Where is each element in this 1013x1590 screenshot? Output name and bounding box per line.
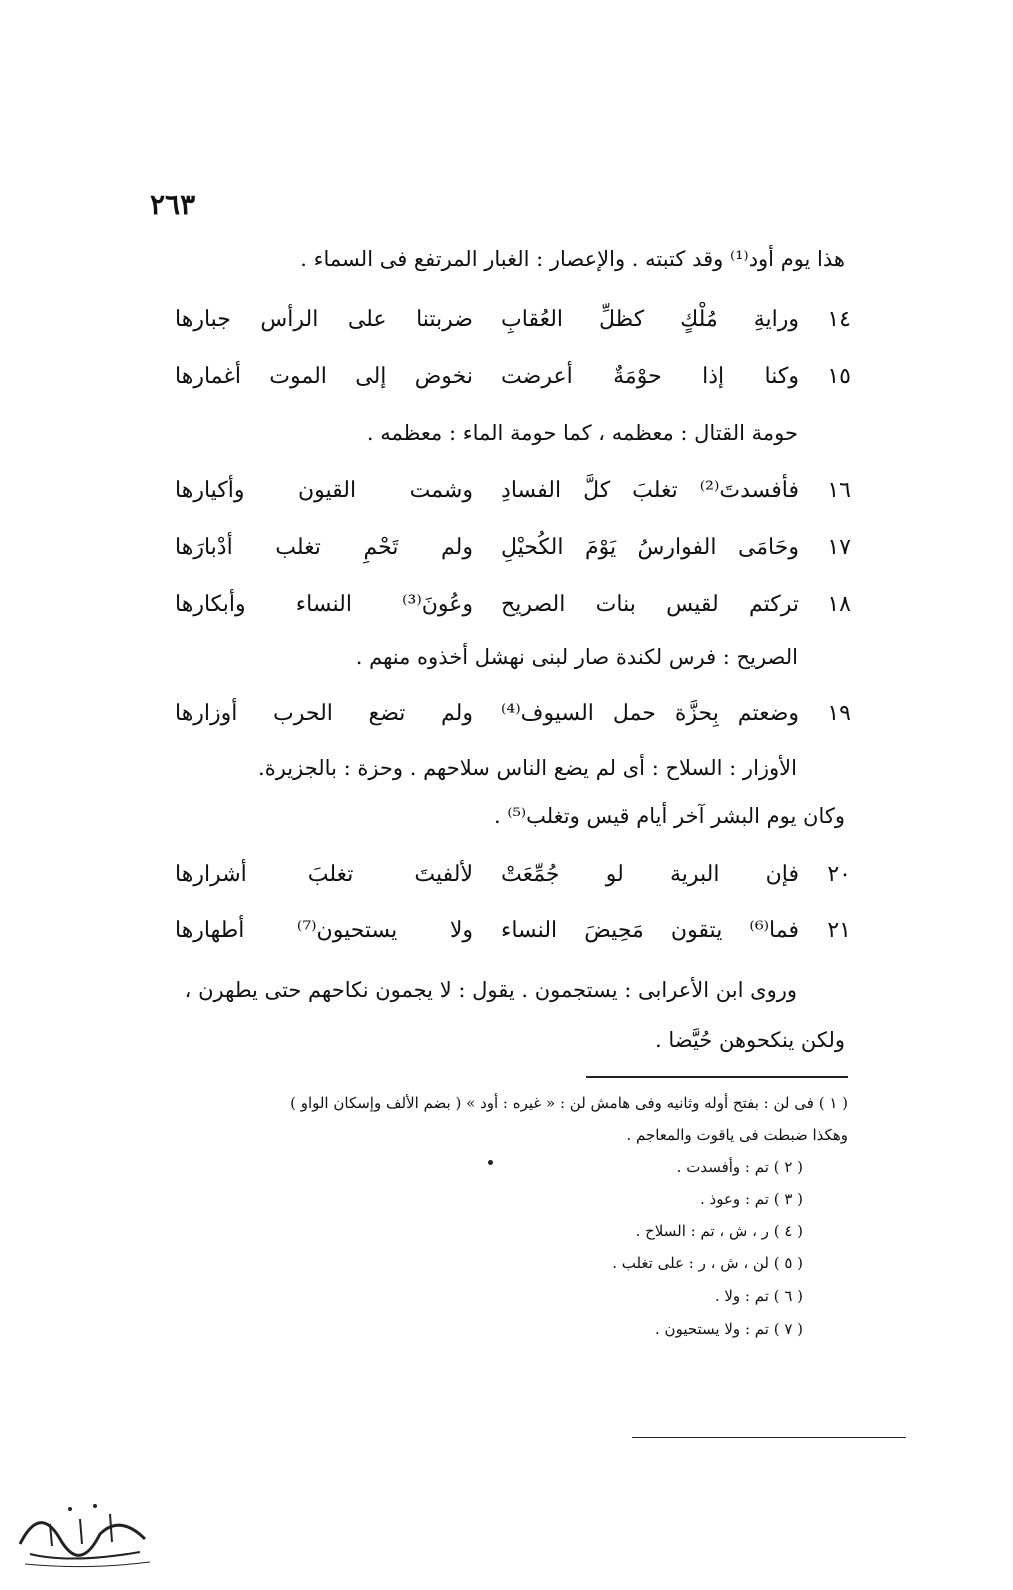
verse-word: ولم <box>441 700 473 726</box>
verse-word: جُمِّعَتْ <box>501 861 560 887</box>
verse-word: القيون <box>298 477 357 503</box>
verse-word: النساء <box>295 591 352 617</box>
verse-word: لألفيتَ <box>414 861 473 887</box>
verse-word: كلَّ <box>583 477 611 503</box>
hemistich-second <box>161 307 487 332</box>
footnote-line: ( ٥ ) لن ، ش ، ر : على تغلب . <box>612 1254 803 1272</box>
verse-20 <box>161 857 851 891</box>
verse-word: فما⁽⁶⁾ <box>749 917 799 943</box>
awzar-gloss: الأوزار : السلاح : أى لم يضع الناس سلاحهم . وحزة : بالجزيرة. <box>258 756 797 780</box>
hemistich-first <box>487 918 813 943</box>
footnote-line: ( ٢ ) تم : وأفسدت . <box>676 1158 803 1176</box>
verse-word: الموت <box>269 363 327 389</box>
verse-16 <box>161 473 851 507</box>
verse-number: ١٨ <box>827 591 851 617</box>
verse-word: يستحيون⁽⁷⁾ <box>296 917 398 943</box>
verse-14 <box>161 302 851 336</box>
verse-word: إذا <box>702 363 725 389</box>
verse-word: الرأس <box>260 306 319 332</box>
verse-word: حوْمَةٌ <box>613 363 662 389</box>
verse-word: الفسادِ <box>501 477 562 503</box>
hemistich-first <box>487 364 813 389</box>
verse-number: ١٥ <box>827 363 851 389</box>
verse-word: وعُونَ⁽³⁾ <box>402 591 473 617</box>
verse-word: وشمت <box>409 477 473 503</box>
footnote-line: ( ٤ ) ر ، ش ، تم : السلاح . <box>635 1222 803 1240</box>
verse-word: أطهارها <box>175 917 245 943</box>
verse-word: الكُحيْلِ <box>501 534 564 560</box>
verse-word: لو <box>605 861 624 887</box>
hemistich-first <box>487 862 813 887</box>
verse-word: مُلْكٍ <box>680 306 718 332</box>
hemistich-second <box>161 862 487 887</box>
verse-21 <box>161 913 851 947</box>
verse-word: النساء <box>501 917 558 943</box>
verse-number: ١٧ <box>827 534 851 560</box>
hemistich-first <box>487 535 813 560</box>
hemistich-second <box>161 918 487 943</box>
verse-number: ٢٠ <box>827 861 851 887</box>
verse-17 <box>161 530 851 564</box>
verse-word: أغمارها <box>175 363 241 389</box>
verse-word: أوزارها <box>175 700 238 726</box>
verse-number: ١٤ <box>827 306 851 332</box>
verse-word: يَوْمَ <box>584 534 617 560</box>
verse-number: ١٦ <box>827 477 851 503</box>
hawma-gloss: حومة القتال : معظمه ، كما حومة الماء : معظمه . <box>366 421 798 445</box>
footnote-line: وهكذا ضبطت فى ياقوت والمعاجم . <box>626 1126 848 1144</box>
hemistich-second <box>161 535 487 560</box>
hemistich-first <box>487 701 813 726</box>
verse-word: السيوف⁽⁴⁾ <box>501 700 594 726</box>
verse-word: ولا <box>449 917 473 943</box>
verse-word: تَحْمِ <box>363 534 399 560</box>
verse-word: حمل <box>612 700 656 726</box>
verse-word: إلى <box>355 363 387 389</box>
verse-word: الصريح <box>501 591 566 617</box>
verse-word: نخوض <box>414 363 473 389</box>
rawa-paragraph: وروى ابن الأعرابى : يستجمون . يقول : لا يجمون نكاحهم حتى يطهرن ، ولكن ينكحوهن حُيَّضا . <box>184 978 845 1052</box>
hemistich-second <box>161 592 487 617</box>
verse-word: تغلب <box>275 534 321 560</box>
verse-word: تركتم <box>748 591 799 617</box>
verse-word: وحَامَى <box>737 534 799 560</box>
footnote-line: ( ٧ ) تم : ولا يستحيون . <box>655 1320 803 1338</box>
verse-word: تضع <box>368 700 406 726</box>
verse-number: ٢١ <box>827 917 851 943</box>
verse-word: يتقون <box>670 917 723 943</box>
library-stamp-logo <box>10 1484 160 1574</box>
verse-word: وأبكارها <box>175 591 246 617</box>
bishr-line: وكان يوم البشر آخر أيام قيس وتغلب⁽⁵⁾ . <box>493 804 845 828</box>
verse-18 <box>161 587 851 621</box>
verse-word: وضعتم <box>737 700 799 726</box>
sarih-gloss: الصريح : فرس لكندة صار لبنى نهشل أخذوه منهم . <box>355 645 798 669</box>
bottom-rule <box>632 1437 906 1438</box>
verse-word: وأكيارها <box>175 477 245 503</box>
verse-word: أعرضت <box>501 363 573 389</box>
verse-word: أشرارها <box>175 861 247 887</box>
hemistich-second <box>161 478 487 503</box>
verse-word: وكنا <box>764 363 799 389</box>
verse-15 <box>161 359 851 393</box>
footnote-line: ( ٦ ) تم : ولا . <box>714 1287 803 1305</box>
page-number: ٢٦٣ <box>150 188 196 221</box>
hemistich-second <box>161 364 487 389</box>
verse-word: أدْبارَها <box>175 534 233 560</box>
verse-word: لقيس <box>666 591 719 617</box>
verse-word: فإن <box>765 861 799 887</box>
verse-word: ورايةِ <box>753 306 799 332</box>
ink-dot <box>488 1160 493 1165</box>
verse-word: تغلبَ <box>307 861 354 887</box>
verse-19 <box>161 696 851 730</box>
footnote-line: ( ١ ) فى لن : بفتح أوله وثانيه وفى هامش لن : « غيره : أود » ( بضم الألف وإسكان الواو ) <box>290 1094 848 1112</box>
verse-word: تغلبَ <box>632 477 678 503</box>
verse-word: بنات <box>595 591 636 617</box>
verse-word: على <box>347 306 387 332</box>
footnote-separator <box>586 1076 848 1078</box>
verse-word: العُقابِ <box>501 306 564 332</box>
hemistich-first <box>487 592 813 617</box>
intro-line: هذا يوم أود⁽¹⁾ وقد كتبته . والإعصار : الغبار المرتفع فى السماء . <box>300 247 845 271</box>
verse-word: كظلِّ <box>598 306 645 332</box>
footnote-line: ( ٣ ) تم : وعوذ . <box>700 1190 803 1208</box>
verse-number: ١٩ <box>827 700 851 726</box>
verse-word: ضربتنا <box>416 306 473 332</box>
verse-word: البرية <box>669 861 720 887</box>
verse-word: الفوارسُ <box>637 534 717 560</box>
hemistich-first <box>487 307 813 332</box>
hemistich-first <box>487 478 813 503</box>
verse-word: فأفسدتَ⁽²⁾ <box>699 477 799 503</box>
verse-word: بِحزَّة <box>674 700 719 726</box>
verse-word: جبارها <box>175 306 231 332</box>
verse-word: الحرب <box>273 700 333 726</box>
verse-word: مَحِيضَ <box>584 917 644 943</box>
hemistich-second <box>161 701 487 726</box>
verse-word: ولم <box>441 534 473 560</box>
